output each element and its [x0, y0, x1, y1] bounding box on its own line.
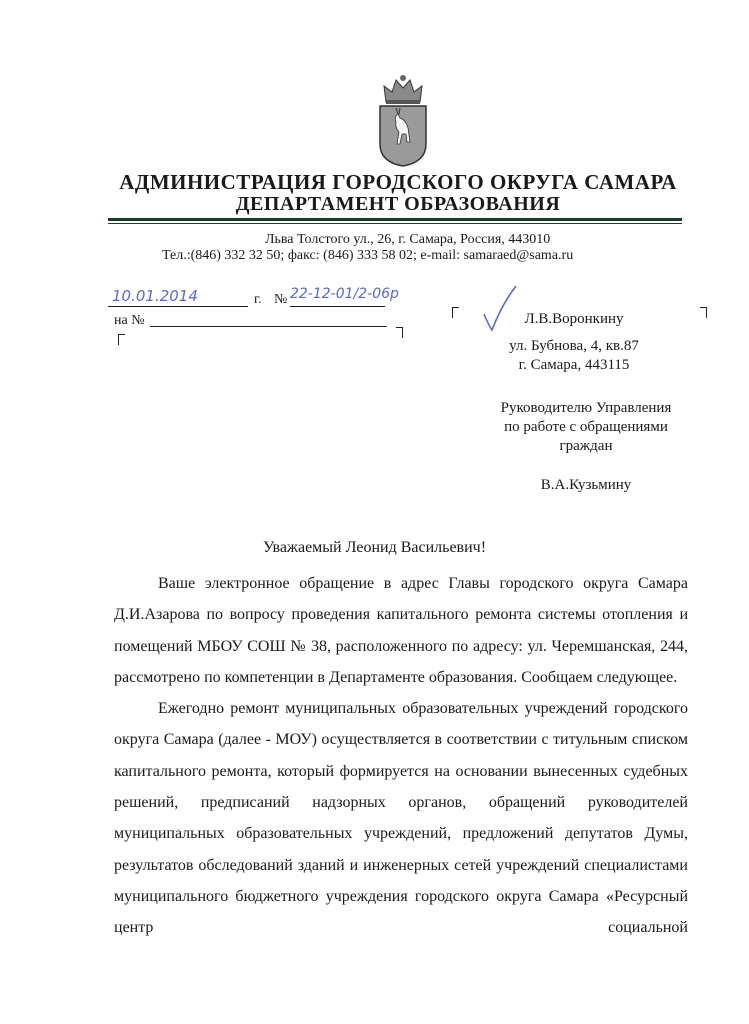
date-underline [108, 306, 248, 307]
letter-body [114, 568, 688, 944]
header-rule-thin [108, 223, 682, 224]
number-label: № [274, 292, 288, 307]
bracket-corner-right [396, 327, 403, 338]
address-bracket-left [452, 307, 459, 318]
paragraph: Ваше электронное обращение в адрес Главы городского округа Самара Д.И.Азарова по вопросу проведения капитального ремонта системы отопления и помещений МБОУ СОШ № 38, расположенного по адресу: ул. Черемшанская, 244, рассмотрено по компетенции в Департаменте образования. Сообщаем следующее. [114, 575, 688, 686]
recipient2-title-line3: граждан [559, 438, 613, 454]
recipient-street: ул. Бубнова, 4, кв.87 [509, 338, 639, 354]
recipient-city: г. Самара, 443115 [518, 357, 630, 373]
recipient2-title-line2: по работе с обращениями [504, 419, 668, 435]
header-rule-thick [108, 218, 682, 221]
contact-details: Тел.:(846) 332 32 50; факс: (846) 333 58 02; e-mail: samaraed@sama.ru [162, 248, 574, 263]
handwritten-date: 10.01.2014 [112, 287, 198, 305]
recipient2-name: В.А.Кузьмину [540, 477, 632, 493]
organization-name: АДМИНИСТРАЦИЯ ГОРОДСКОГО ОКРУГА САМАРА [119, 170, 677, 194]
bracket-corner-left [118, 334, 125, 345]
address-bracket-right [700, 307, 707, 318]
handwritten-number: 22-12-01/2-06р [290, 286, 399, 302]
postal-address: Льва Толстого ул., 26, г. Самара, Россия, 443010 [265, 232, 551, 247]
reference-number-label: на № [114, 313, 145, 328]
paragraph: Ежегодно ремонт муниципальных образовательных учреждений городского округа Самара (далее - МОУ) осуществляется в соответствии с титульным списком капитального ремонта, который формируется на основании вынесенных судебных решений, предписаний надзорных органов, обращений руководителей муниципальных образовательных учреждений, предложений депутатов Думы, результатов обследований зданий и инженерных сетей учреждений специалистами муниципального бюджетного учреждения городского округа Самара «Ресурсный центр социальной [114, 700, 688, 937]
number-underline [290, 306, 385, 307]
salutation: Уважаемый Леонид Васильевич! [262, 539, 487, 556]
samara-coat-of-arms-icon [372, 72, 434, 168]
city-abbrev-label: г. [254, 292, 262, 307]
department-name: ДЕПАРТАМЕНТ ОБРАЗОВАНИЯ [235, 193, 561, 215]
recipient2-title-line1: Руководителю Управления [500, 400, 672, 416]
recipient-name: Л.В.Воронкину [524, 311, 624, 327]
reference-underline [150, 326, 387, 327]
